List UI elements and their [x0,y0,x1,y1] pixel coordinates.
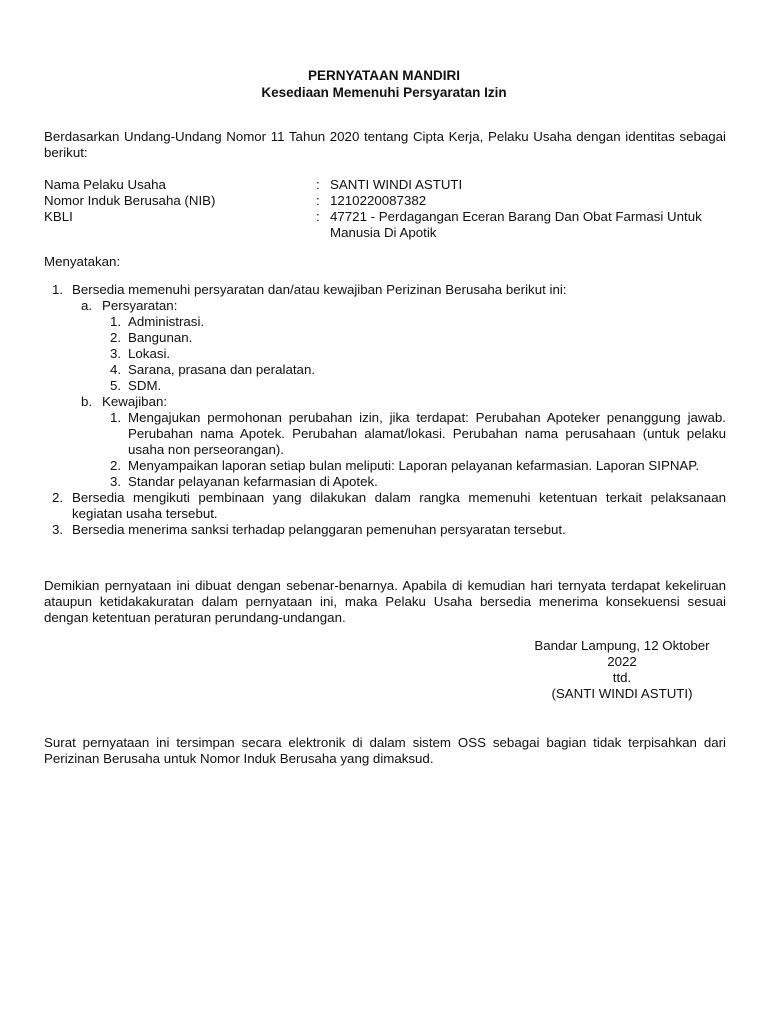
nib-value: 1210220087382 [330,193,427,208]
persyaratan-list [44,314,726,394]
item-text: Bangunan. [128,330,193,345]
item-number: 2. [52,490,64,505]
list-item [44,330,726,346]
item-number: 2. [110,458,122,473]
item-text: Administrasi. [128,314,205,329]
item-number: 2. [110,330,122,345]
item-text: Mengajukan permohonan perubahan izin, jika terdapat: Perubahan Apoteker penanggung jawab. Perubahan nama Apotek. Perubahan alamat/lokasi. Perubahan nama perusahaan (untuk pelaku usaha non perseorangan). [128,410,726,457]
item-text: Menyampaikan laporan setiap bulan meliputi: Laporan pelayanan kefarmasian. Laporan SIPNAP. [128,458,700,473]
kbli-label: KBLI [44,209,73,224]
statement-item-2 [44,490,726,522]
list-item [44,410,726,458]
item-text: SDM. [128,378,162,393]
nama-label: Nama Pelaku Usaha [44,177,166,192]
list-item [44,474,726,490]
nib-label: Nomor Induk Berusaha (NIB) [44,193,216,208]
intro-paragraph: Berdasarkan Undang-Undang Nomor 11 Tahun 2020 tentang Cipta Kerja, Pelaku Usaha dengan identitas sebagai berikut: [44,129,726,160]
list-item [44,378,726,394]
nama-value: SANTI WINDI ASTUTI [330,177,463,192]
item-text: Bersedia memenuhi persyaratan dan/atau kewajiban Perizinan Berusaha berikut ini: [72,282,567,297]
item-number: 1. [110,410,122,425]
subsection-letter: a. [81,298,93,313]
kbli-value: 47721 - Perdagangan Eceran Barang Dan Obat Farmasi Untuk Manusia Di Apotik [330,209,702,240]
document-title [0,67,768,101]
colon: : [316,193,320,208]
identity-block [44,177,734,241]
signature-place-date: Bandar Lampung, 12 Oktober 2022 [534,638,710,669]
title-line-2: Kesediaan Memenuhi Persyaratan Izin [261,85,507,100]
subsection-persyaratan [44,298,726,314]
signature-block [520,638,724,702]
subsection-letter: b. [81,394,93,409]
signature-ttd: ttd. [612,670,632,685]
kewajiban-list [44,410,726,490]
signature-name: (SANTI WINDI ASTUTI) [551,686,693,701]
closing-paragraph: Demikian pernyataan ini dibuat dengan sebenar-benarnya. Apabila di kemudian hari ternyata terdapat kekeliruan ataupun ketidakakuratan dalam pernyataan ini, maka Pelaku Usaha bersedia menerima konsekuensi sesuai dengan ketentuan peraturan perundang-undangan. [44,578,726,625]
identity-row-kbli [44,209,734,241]
item-number: 3. [52,522,64,537]
identity-row-nama [44,177,734,193]
menyatakan-label: Menyatakan: [44,254,121,269]
subsection-label: Kewajiban: [102,394,168,409]
subsection-label: Persyaratan: [102,298,178,313]
title-line-1: PERNYATAAN MANDIRI [307,68,460,83]
item-number: 5. [110,378,122,393]
item-text: Bersedia mengikuti pembinaan yang dilakukan dalam rangka memenuhi ketentuan terkait pelaksanaan kegiatan usaha tersebut. [72,490,726,521]
list-item [44,362,726,378]
statement-list [44,282,726,538]
list-item [44,458,726,474]
colon: : [316,209,320,224]
item-text: Lokasi. [128,346,171,361]
item-text: Bersedia menerima sanksi terhadap pelanggaran pemenuhan persyaratan tersebut. [72,522,566,537]
item-number: 3. [110,346,122,361]
identity-row-nib [44,193,734,209]
list-item [44,314,726,330]
subsection-kewajiban [44,394,726,410]
item-number: 4. [110,362,122,377]
statement-item-3 [44,522,726,538]
list-item [44,346,726,362]
footer-note: Surat pernyataan ini tersimpan secara elektronik di dalam sistem OSS sebagai bagian tidak terpisahkan dari Perizinan Berusaha untuk Nomor Induk Berusaha yang dimaksud. [44,735,726,766]
statement-item-1 [44,282,726,298]
item-text: Sarana, prasana dan peralatan. [128,362,316,377]
item-number: 1. [110,314,122,329]
item-number: 3. [110,474,122,489]
colon: : [316,177,320,192]
item-text: Standar pelayanan kefarmasian di Apotek. [128,474,378,489]
item-number: 1. [52,282,64,297]
